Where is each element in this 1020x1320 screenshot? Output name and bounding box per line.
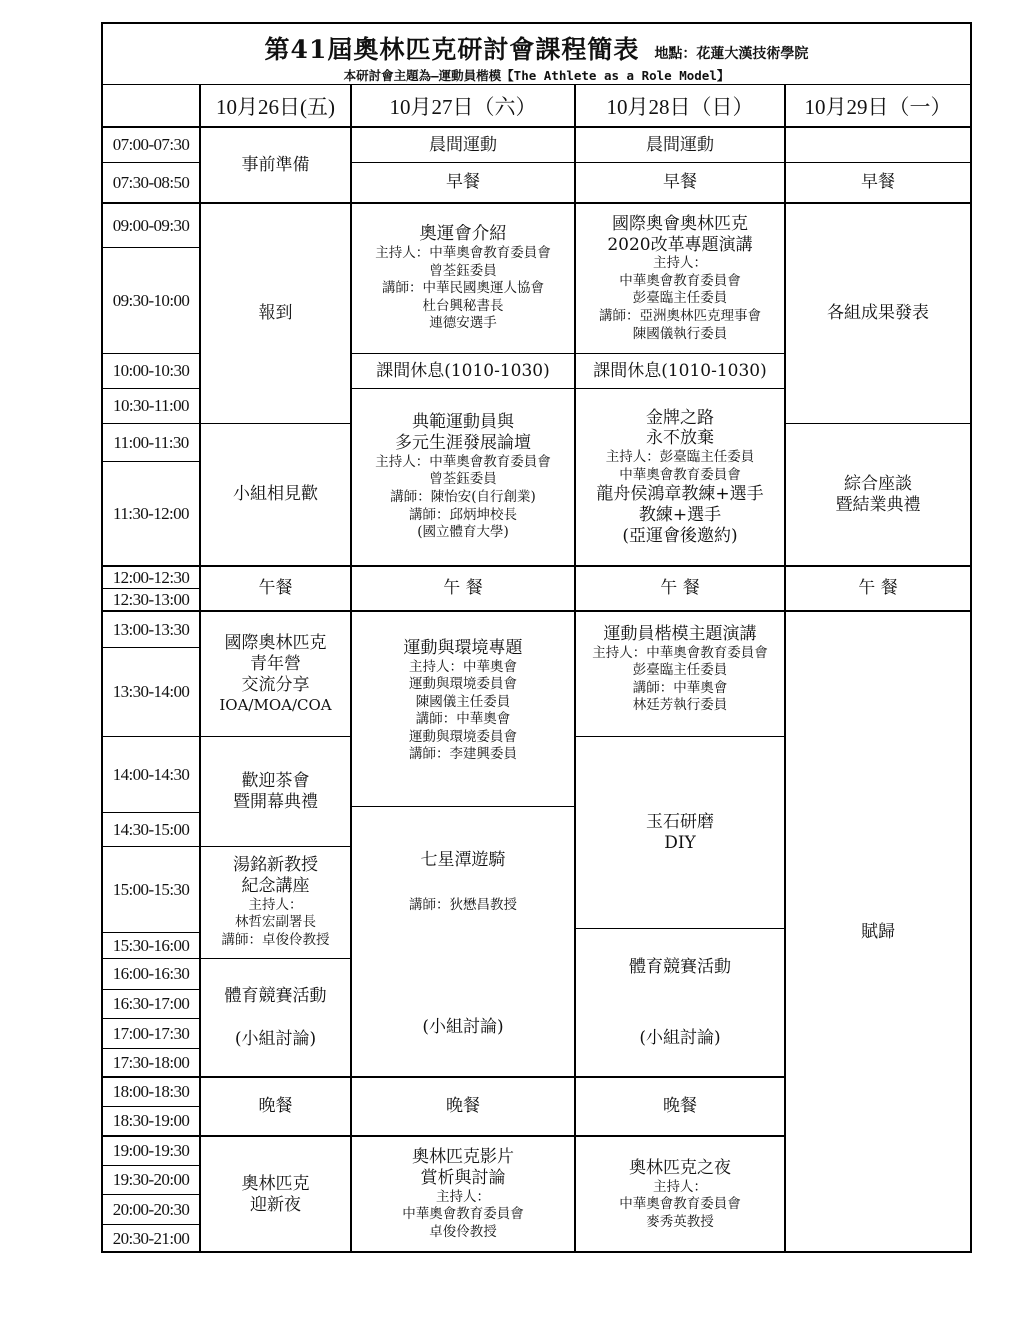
event-detail: 講師：中華奧會 <box>415 711 511 728</box>
time-slot: 07:30-08:50 <box>112 172 190 192</box>
event-detail: 講師：李建興委員 <box>409 746 517 763</box>
event-detail: 講師：陳怡安(自行創業) <box>390 488 536 505</box>
event-detail: 彭臺臨主任委員 <box>632 290 728 307</box>
event-title: 午 餐 <box>660 578 700 599</box>
event-cell <box>352 1078 574 1135</box>
event-title: 交流分享 <box>241 674 310 695</box>
event-title: 早餐 <box>446 172 480 193</box>
event-title: 奧林匹克影片 <box>412 1147 514 1168</box>
time-slot: 07:00-07:30 <box>112 135 190 154</box>
time-slot: 11:00-11:30 <box>113 432 189 452</box>
event-cell <box>201 204 350 423</box>
time-slot: 09:30-10:00 <box>112 290 190 310</box>
event-cell <box>576 354 784 388</box>
event-title: 課間休息(1010-1030) <box>593 360 767 381</box>
event-title: DIY <box>664 832 696 853</box>
event-detail: 龍舟侯鴻章教練+選手 <box>596 484 764 505</box>
event-cell <box>201 567 350 610</box>
event-detail: 卓俊伶教授 <box>429 1224 497 1240</box>
event-title: 午餐 <box>258 578 293 599</box>
time-slot: 16:00-16:30 <box>112 964 190 983</box>
event-title: 午 餐 <box>858 578 898 599</box>
event-detail: 中華奧會教育委員會 <box>619 1196 741 1213</box>
event-title: 晚餐 <box>446 1096 480 1117</box>
event-title: 青年營 <box>250 654 301 675</box>
event-detail: 主持人：中華奧會 <box>409 658 517 675</box>
event-detail: 彭臺臨主任委員 <box>632 662 728 679</box>
event-title: 晚餐 <box>258 1096 293 1117</box>
event-title: 國際奧林匹克 <box>224 633 327 654</box>
event-detail: 主持人：中華奧會教育委員會 <box>375 245 551 262</box>
event-detail: 主持人： <box>653 255 707 272</box>
event-title: 紀念講座 <box>241 876 310 897</box>
event-title: 綜合座談 <box>844 473 912 494</box>
time-slot: 18:30-19:00 <box>112 1111 190 1130</box>
divider <box>101 84 972 85</box>
theme-subtitle: 本研討會主題為—運動員楷模【The Athlete as a Role Model】 <box>343 68 730 83</box>
event-detail: 主持人：彭臺臨主任委員 <box>605 449 755 466</box>
event-detail: (小組討論) <box>639 1027 721 1048</box>
event-title: 七星潭遊騎 <box>420 849 506 870</box>
time-slot: 19:00-19:30 <box>112 1141 190 1160</box>
time-slot: 20:00-20:30 <box>112 1199 190 1219</box>
time-slot: 14:30-15:00 <box>112 819 190 839</box>
event-cell <box>201 1078 350 1135</box>
event-cell <box>201 128 350 202</box>
event-title: 典範運動員與 <box>412 412 514 433</box>
time-slot: 10:00-10:30 <box>112 361 190 380</box>
event-cell <box>352 354 574 388</box>
event-cell <box>576 204 784 353</box>
event-detail: (小組討論) <box>234 1028 317 1049</box>
event-detail: 講師：中華民國奧運人協會 <box>382 280 544 297</box>
event-cell <box>576 1137 784 1252</box>
event-cell <box>786 424 970 565</box>
event-title: 暨開幕典禮 <box>233 791 318 812</box>
event-title: 金牌之路 <box>646 407 714 428</box>
event-cell <box>576 389 784 565</box>
event-title: 多元生涯發展論壇 <box>395 433 531 454</box>
day-header-oct27: 10月27日（六） <box>389 95 537 119</box>
event-detail: 麥秀英教授 <box>646 1213 714 1230</box>
event-detail: 曾荃鈺委員 <box>429 471 497 488</box>
event-title: 課間休息(1010-1030) <box>376 360 550 381</box>
time-slot: 15:30-16:00 <box>112 935 190 955</box>
time-slot: 10:30-11:00 <box>113 396 189 415</box>
time-slot: 13:00-13:30 <box>112 619 190 639</box>
event-cell <box>576 567 784 610</box>
event-cell <box>786 612 970 1252</box>
event-detail: 講師：邱炳坤校長 <box>409 506 517 523</box>
time-slot: 17:30-18:00 <box>112 1052 190 1072</box>
event-detail: 連德安選手 <box>429 315 497 332</box>
event-title: 永不放棄 <box>646 428 714 449</box>
time-slot: 11:30-12:00 <box>113 503 189 523</box>
page-title: 第41屆奧林匹克研討會課程簡表 <box>264 35 640 64</box>
time-slot: 20:30-21:00 <box>112 1228 190 1248</box>
event-detail: 運動與環境委員會 <box>409 676 517 693</box>
event-detail: 講師：卓俊伶教授 <box>221 932 330 948</box>
event-detail: 杜台興秘書長 <box>422 297 504 314</box>
event-cell <box>352 612 574 806</box>
event-detail: 主持人： <box>653 1178 707 1195</box>
event-cell <box>352 389 574 565</box>
event-cell <box>576 1078 784 1135</box>
event-cell <box>576 929 784 1076</box>
time-slot: 19:30-20:00 <box>112 1170 190 1189</box>
event-detail: 陳國儀主任委員 <box>415 693 511 710</box>
event-title: 暨結業典禮 <box>835 494 921 515</box>
event-cell <box>786 204 970 423</box>
time-slot: 18:00-18:30 <box>112 1082 190 1101</box>
event-detail: 林廷芳執行委員 <box>632 697 728 714</box>
event-cell <box>576 163 784 202</box>
event-title: 午 餐 <box>443 578 483 599</box>
event-title: 奧林匹克之夜 <box>629 1157 731 1178</box>
event-title: 運動與環境專題 <box>403 638 523 658</box>
event-title: 晨間運動 <box>429 134 497 155</box>
time-slot: 14:00-14:30 <box>112 764 190 784</box>
event-title: 賞析與討論 <box>420 1168 506 1189</box>
event-cell <box>352 204 574 353</box>
event-cell <box>786 567 970 610</box>
event-title: 體育競賽活動 <box>224 985 327 1006</box>
event-title: 奧運會介紹 <box>419 223 507 244</box>
event-detail: 中華奧會教育委員會 <box>619 272 741 289</box>
location-label: 地點：花蓮大漢技術學院 <box>654 46 809 62</box>
event-title: 報到 <box>258 303 293 324</box>
event-title: 早餐 <box>663 172 697 193</box>
event-title: 晨間運動 <box>646 134 714 155</box>
event-detail: (國立體育大學) <box>417 524 509 541</box>
event-detail: 中華奧會教育委員會 <box>619 466 741 483</box>
event-cell <box>201 612 350 736</box>
event-cell <box>201 424 350 565</box>
event-cell <box>576 128 784 162</box>
event-title: 早餐 <box>861 172 895 193</box>
time-slot: 09:00-09:30 <box>112 215 190 235</box>
event-title: 小組相見歡 <box>233 484 318 505</box>
event-title: 賦歸 <box>861 921 895 942</box>
time-slot: 16:30-17:00 <box>112 994 190 1013</box>
day-header-oct26: 10月26日(五) <box>216 95 335 119</box>
event-cell <box>352 807 574 957</box>
event-detail: 主持人： <box>436 1188 490 1205</box>
event-cell <box>201 737 350 846</box>
event-cell <box>201 1137 350 1252</box>
title-block <box>103 26 970 84</box>
event-detail: 教練+選手 <box>638 504 722 525</box>
event-detail: 講師：中華奧會 <box>632 679 728 696</box>
event-cell <box>576 612 784 736</box>
event-detail: (亞運會後邀約) <box>622 525 738 546</box>
event-detail: 曾荃鈺委員 <box>429 262 497 279</box>
event-detail: 講師：狄懋昌教授 <box>409 896 517 913</box>
event-detail: 運動與環境委員會 <box>409 728 517 745</box>
event-title: 體育競賽活動 <box>629 956 731 977</box>
event-cell <box>352 990 574 1065</box>
event-title: 運動員楷模主題演講 <box>603 624 757 644</box>
event-cell <box>352 1137 574 1252</box>
event-title: 晚餐 <box>663 1096 697 1117</box>
event-detail: 中華奧會教育委員會 <box>402 1206 524 1223</box>
event-cell <box>352 128 574 162</box>
event-title: 各組成果發表 <box>827 303 929 324</box>
event-cell <box>201 959 350 1076</box>
event-detail: 主持人：中華奧會教育委員會 <box>592 644 768 661</box>
event-cell <box>576 737 784 928</box>
event-cell <box>352 163 574 202</box>
day-header-oct29: 10月29日（一） <box>804 95 952 119</box>
time-slot: 13:30-14:00 <box>112 682 190 701</box>
time-slot: 15:00-15:30 <box>112 879 190 899</box>
event-cell <box>786 163 970 202</box>
event-title: 歡迎茶會 <box>241 770 310 791</box>
event-detail: 主持人：中華奧會教育委員會 <box>375 453 551 470</box>
event-cell <box>352 567 574 610</box>
day-header-oct28: 10月28日（日） <box>606 95 754 119</box>
event-title: 國際奧會奧林匹克 <box>612 213 748 234</box>
time-slot: 12:00-12:30 <box>112 567 190 587</box>
event-title: 迎新夜 <box>250 1194 301 1215</box>
event-title: 2020改革專題演講 <box>607 234 753 255</box>
event-cell <box>201 847 350 958</box>
event-detail: 林哲宏副署長 <box>235 914 316 931</box>
event-detail: 主持人： <box>248 896 303 913</box>
event-title: 湯銘新教授 <box>233 855 318 876</box>
event-title: 玉石研磨 <box>646 811 714 832</box>
event-detail: (小組討論) <box>422 1017 504 1038</box>
time-slot: 17:00-17:30 <box>112 1023 190 1043</box>
event-title: 奧林匹克 <box>241 1173 310 1194</box>
time-slot: 12:30-13:00 <box>112 589 190 609</box>
event-title: 事前準備 <box>241 154 310 175</box>
event-detail: 陳國儀執行委員 <box>632 325 728 342</box>
event-detail: 講師：亞洲奧林匹克理事會 <box>599 308 761 324</box>
event-detail: IOA/MOA/COA <box>219 695 332 714</box>
